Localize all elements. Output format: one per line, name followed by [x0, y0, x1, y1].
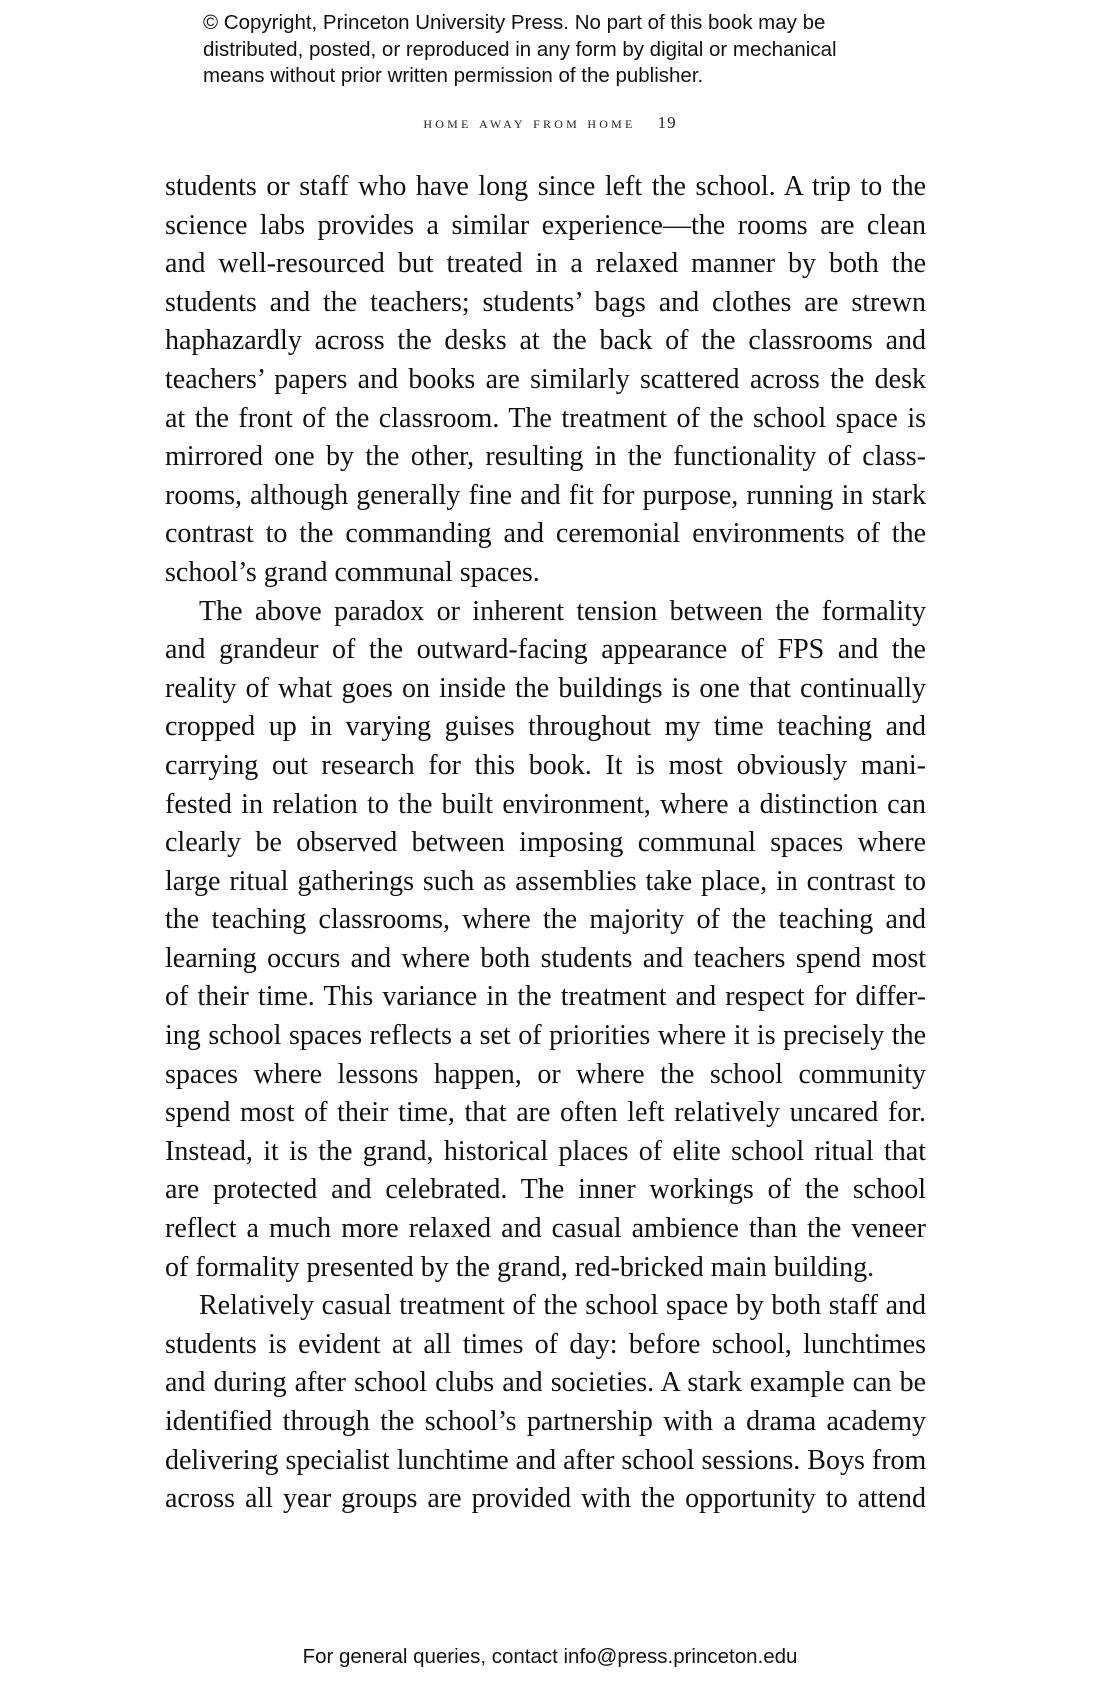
text-line: spend most of their time, that are often left relatively uncared for. [165, 1097, 926, 1129]
running-head [0, 113, 1100, 133]
text-line: haphazardly across the desks at the back of the classrooms and [165, 325, 926, 357]
text-line: science labs provides a similar experience—the rooms are clean [165, 209, 926, 241]
text-line: teachers’ papers and books are similarly scattered across the desk [165, 363, 926, 395]
text-line: clearly be observed between imposing communal spaces where [165, 827, 926, 859]
copyright-line: means without prior written permission of the publisher. [203, 64, 704, 87]
text-line: students is evident at all times of day: before school, lunchtimes [165, 1328, 926, 1360]
text-line: and during after school clubs and societies. A stark example can be [165, 1367, 926, 1399]
text-line: ing school spaces reflects a set of priorities where it is precisely the [165, 1020, 926, 1052]
text-line: learning occurs and where both students and teachers spend most [165, 942, 926, 974]
text-line: of their time. This variance in the treatment and respect for differ- [165, 981, 926, 1013]
text-line: contrast to the commanding and ceremonial environments of the [165, 518, 926, 550]
copyright-line: © Copyright, Princeton University Press. No part of this book may be [203, 11, 826, 34]
text-line: rooms, although generally fine and fit for purpose, running in stark [165, 479, 926, 511]
copyright-line: distributed, posted, or reproduced in any form by digital or mechanical [203, 37, 837, 61]
text-line: the teaching classrooms, where the majority of the teaching and [165, 904, 926, 936]
body-text [165, 168, 926, 1519]
text-line: Relatively casual treatment of the school space by both staff and [199, 1290, 926, 1322]
text-line: students or staff who have long since left the school. A trip to the [165, 171, 926, 202]
text-line: fested in relation to the built environment, where a distinction can [165, 788, 926, 820]
text-line: reflect a much more relaxed and casual ambience than the veneer [165, 1213, 926, 1245]
footer-contact: For general queries, contact info@press.princeton.edu [302, 1645, 798, 1668]
text-line: of formality presented by the grand, red-bricked main building. [165, 1251, 875, 1283]
text-line: carrying out research for this book. It is most obviously mani- [165, 749, 926, 781]
text-line: across all year groups are provided with the opportunity to attend [165, 1483, 926, 1515]
text-line: and well-resourced but treated in a relaxed manner by both the [165, 248, 926, 280]
text-line: mirrored one by the other, resulting in the functionality of class- [165, 441, 926, 473]
text-line: school’s grand communal spaces. [165, 556, 540, 588]
text-line: Instead, it is the grand, historical places of elite school ritual that [165, 1135, 926, 1167]
text-line: spaces where lessons happen, or where the school community [165, 1058, 926, 1090]
copyright-notice [203, 10, 923, 90]
text-line: identified through the school’s partnership with a drama academy [165, 1406, 926, 1437]
text-line: students and the teachers; students’ bags and clothes are strewn [165, 286, 926, 318]
text-line: at the front of the classroom. The treatment of the school space is [165, 402, 926, 434]
paragraph [165, 168, 926, 593]
text-line: cropped up in varying guises throughout my time teaching and [165, 711, 926, 743]
page-number: 19 [657, 113, 677, 132]
text-line: are protected and celebrated. The inner workings of the school [165, 1174, 926, 1206]
paragraph [165, 1287, 926, 1519]
running-head-title: home away from home [423, 113, 636, 132]
text-line: large ritual gatherings such as assemblies take place, in contrast to [165, 865, 926, 897]
text-line: and grandeur of the outward-facing appearance of FPS and the [165, 634, 926, 666]
text-line: reality of what goes on inside the buildings is one that continually [165, 672, 926, 704]
text-line: delivering specialist lunchtime and after school sessions. Boys from [165, 1444, 927, 1476]
text-line: The above paradox or inherent tension between the formality [199, 595, 926, 627]
paragraph [165, 593, 926, 1288]
